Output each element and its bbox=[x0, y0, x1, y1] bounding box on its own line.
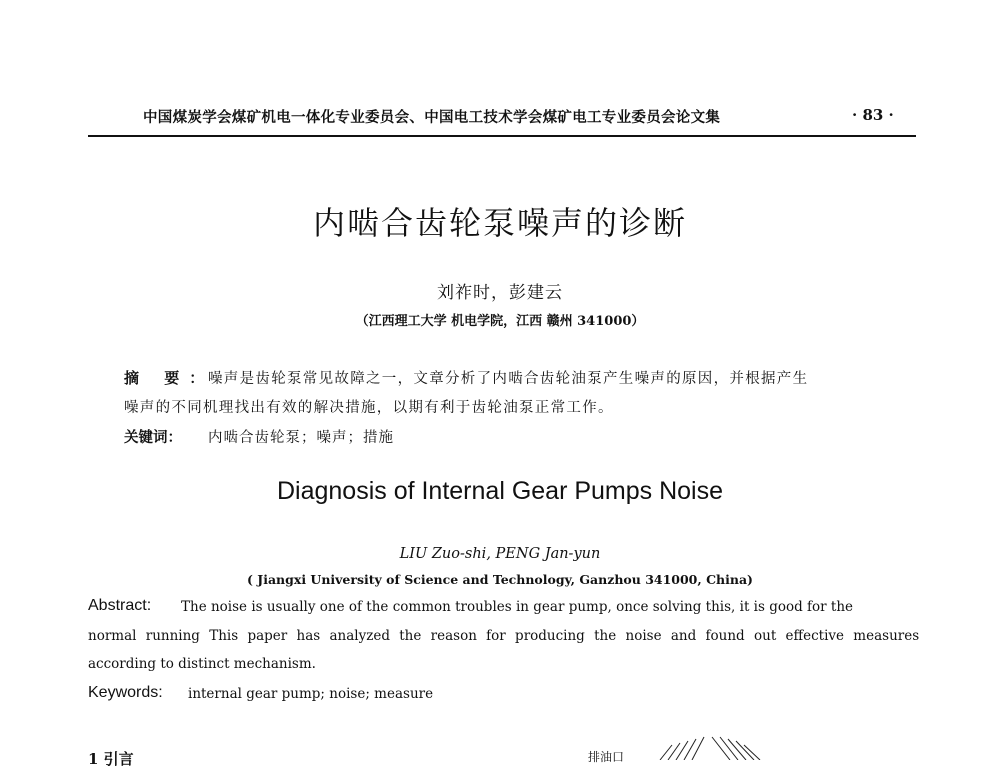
keywords-en-label: Keywords: bbox=[88, 684, 163, 701]
abstract-en-line-3: according to distinct mechanism. bbox=[88, 656, 316, 672]
figure-hatching bbox=[650, 735, 780, 760]
section-heading-introduction: 1 引言 bbox=[88, 750, 134, 768]
keywords-en: internal gear pump; noise; measure bbox=[188, 686, 434, 702]
affiliation-english: ( Jiangxi University of Science and Technology, Ganzhou 341000, China) bbox=[247, 572, 753, 587]
abstract-en-line-2: normal running This paper has analyzed the reason for producing the noise and found out effective measures bbox=[88, 628, 920, 644]
affiliation-chinese: （江西理工大学 机电学院，江西 赣州 341000） bbox=[355, 314, 645, 329]
figure-label-outlet: 排油口 bbox=[588, 750, 625, 764]
authors-english: LIU Zuo-shi, PENG Jan-yun bbox=[399, 546, 601, 562]
keywords-cn: 内啮合齿轮泵；噪声；措施 bbox=[208, 430, 394, 446]
title-english: Diagnosis of Internal Gear Pumps Noise bbox=[276, 477, 724, 505]
abstract-cn-line-1: 噪声是齿轮泵常见故障之一，文章分析了内啮合齿轮油泵产生噪声的原因，并根据产生 bbox=[208, 371, 809, 387]
header-rule bbox=[88, 135, 916, 137]
running-header: 中国煤炭学会煤矿机电一体化专业委员会、中国电工技术学会煤矿电工专业委员会论文集 bbox=[143, 109, 721, 126]
title-chinese: 内啮合齿轮泵噪声的诊断 bbox=[312, 204, 687, 242]
abstract-en-label: Abstract: bbox=[88, 597, 152, 614]
page-number: · 83 · bbox=[852, 106, 894, 124]
abstract-en-line-1: The noise is usually one of the common troubles in gear pump, once solving this, it is good for the bbox=[181, 599, 854, 615]
authors-chinese: 刘祚时，彭建云 bbox=[437, 283, 563, 303]
abstract-cn-line-2: 噪声的不同机理找出有效的解决措施，以期有利于齿轮油泵正常工作。 bbox=[124, 400, 614, 416]
keywords-cn-label: 关键词： bbox=[124, 429, 182, 446]
abstract-cn-label: 摘 要： bbox=[124, 369, 215, 387]
